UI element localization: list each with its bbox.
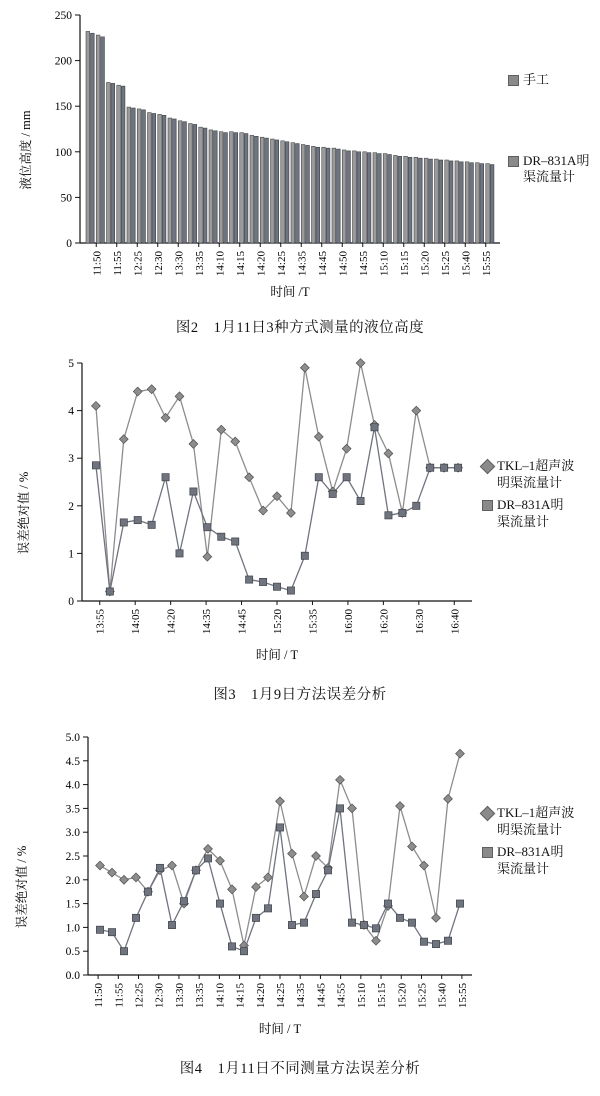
figure-3-series	[92, 359, 463, 596]
figure-2-x-ticks	[91, 243, 493, 276]
figure-4-y-ticks	[66, 732, 88, 982]
svg-text:14:45: 14:45	[316, 251, 329, 277]
legend-item	[508, 153, 600, 186]
svg-text:15:40: 15:40	[436, 983, 449, 1009]
figure-2-caption: 图2 1月11日3种方式测量的液位高度	[175, 320, 425, 336]
figure-3-y-ticks	[68, 358, 82, 608]
svg-text:15:25: 15:25	[439, 251, 452, 277]
figure-4-xlabel: 时间 / T	[258, 1022, 302, 1036]
figure-3-caption: 图3 1月9日方法误差分析	[213, 687, 387, 703]
svg-text:15:55: 15:55	[456, 983, 469, 1009]
svg-text:14:10: 14:10	[214, 251, 227, 277]
figure-2-xlabel: 时间 /T	[270, 285, 310, 299]
svg-text:14:50: 14:50	[337, 251, 350, 277]
figure-2-y-ticks	[55, 10, 80, 250]
svg-text:14:35: 14:35	[201, 609, 214, 635]
svg-text:14:55: 14:55	[357, 251, 370, 277]
svg-text:15:10: 15:10	[378, 251, 391, 277]
legend-label: DR–831A明渠流量计	[523, 152, 590, 185]
figure-3-block	[0, 353, 600, 713]
figure-4-legend	[482, 805, 575, 884]
figure-2-bars	[86, 31, 494, 243]
svg-text:14:45: 14:45	[315, 983, 328, 1009]
svg-text:250: 250	[54, 10, 72, 22]
figure-3-ylabel: 误差绝对值 / %	[17, 471, 31, 555]
svg-text:4: 4	[68, 405, 74, 418]
svg-text:0: 0	[66, 238, 72, 250]
svg-text:13:35: 13:35	[194, 983, 207, 1009]
figure-4-series	[96, 749, 465, 955]
legend-item	[482, 805, 575, 838]
svg-text:11:50: 11:50	[91, 251, 104, 276]
svg-text:4.0: 4.0	[65, 779, 80, 792]
svg-text:14:35: 14:35	[296, 251, 309, 277]
svg-text:16:40: 16:40	[449, 609, 462, 635]
svg-text:14:20: 14:20	[255, 251, 268, 277]
svg-text:0: 0	[68, 596, 74, 608]
svg-text:14:20: 14:20	[165, 609, 178, 635]
svg-text:0.0: 0.0	[65, 970, 80, 982]
svg-text:50: 50	[60, 192, 72, 205]
legend-item	[482, 844, 575, 877]
svg-text:3: 3	[68, 453, 74, 466]
figure-4-x-ticks	[93, 975, 469, 1008]
svg-text:12:30: 12:30	[152, 251, 165, 277]
figure-4-svg	[0, 727, 600, 1047]
svg-text:14:15: 14:15	[234, 983, 247, 1009]
svg-text:5: 5	[68, 358, 74, 370]
svg-text:4.5: 4.5	[65, 755, 80, 768]
legend-item	[482, 497, 575, 530]
svg-text:12:25: 12:25	[133, 983, 146, 1009]
svg-text:1: 1	[68, 548, 74, 561]
svg-text:15:25: 15:25	[416, 983, 429, 1009]
figure-2-block	[0, 0, 600, 335]
svg-text:14:05: 14:05	[130, 609, 143, 635]
svg-text:5.0: 5.0	[65, 732, 80, 744]
svg-text:15:40: 15:40	[460, 251, 473, 277]
figure-3-x-ticks	[95, 601, 462, 634]
svg-text:13:30: 13:30	[173, 251, 186, 277]
figure-3-legend	[482, 458, 575, 537]
svg-text:200: 200	[54, 55, 72, 68]
svg-text:15:35: 15:35	[307, 609, 320, 635]
square-marker-icon	[482, 847, 493, 858]
svg-text:15:55: 15:55	[480, 251, 493, 277]
figure-4-block	[0, 727, 600, 1087]
figure-4-caption: 图4 1月11日不同测量方法误差分析	[179, 1061, 421, 1077]
figure-2-ylabel: 液位高度 / mm	[19, 110, 33, 190]
svg-text:15:15: 15:15	[398, 251, 411, 277]
svg-text:12:30: 12:30	[153, 983, 166, 1009]
svg-text:2: 2	[68, 500, 74, 513]
figure-2-chart	[0, 0, 600, 300]
svg-text:0.5: 0.5	[65, 946, 80, 959]
svg-text:150: 150	[54, 101, 72, 114]
legend-label: DR–831A明渠流量计	[497, 497, 564, 529]
svg-text:14:20: 14:20	[254, 983, 267, 1009]
svg-text:15:15: 15:15	[376, 983, 389, 1009]
svg-text:15:20: 15:20	[272, 609, 284, 635]
legend-item	[508, 72, 600, 89]
legend-label: 手工	[523, 72, 550, 87]
square-marker-icon	[482, 500, 493, 511]
svg-text:16:00: 16:00	[342, 609, 355, 635]
svg-text:13:55: 13:55	[94, 609, 107, 635]
figure-3-xlabel: 时间 / T	[255, 648, 299, 662]
svg-text:1.5: 1.5	[65, 898, 80, 911]
svg-text:3.0: 3.0	[65, 827, 80, 840]
svg-text:13:35: 13:35	[193, 251, 206, 277]
svg-text:16:30: 16:30	[413, 609, 426, 635]
svg-text:14:25: 14:25	[275, 251, 288, 277]
svg-text:14:35: 14:35	[295, 983, 308, 1009]
square-marker-icon	[508, 156, 519, 167]
svg-text:15:20: 15:20	[396, 983, 409, 1009]
figure-3-chart	[0, 353, 600, 673]
svg-text:2.5: 2.5	[65, 851, 80, 863]
svg-text:11:50: 11:50	[93, 983, 106, 1008]
svg-text:13:30: 13:30	[173, 983, 186, 1009]
svg-text:14:45: 14:45	[236, 609, 249, 635]
svg-text:16:20: 16:20	[378, 609, 391, 635]
svg-text:3.5: 3.5	[65, 803, 80, 816]
svg-text:12:25: 12:25	[132, 251, 145, 277]
svg-text:2.0: 2.0	[65, 874, 80, 887]
figure-4-chart	[0, 727, 600, 1047]
svg-text:14:10: 14:10	[214, 983, 227, 1009]
svg-text:14:25: 14:25	[275, 983, 287, 1009]
diamond-marker-icon	[482, 461, 493, 472]
figure-2-legend	[508, 72, 600, 192]
diamond-marker-icon	[482, 808, 493, 819]
figure-4-ylabel: 误差绝对值 / %	[15, 845, 29, 929]
legend-label: DR–831A明渠流量计	[497, 844, 564, 876]
svg-text:1.0: 1.0	[65, 922, 80, 935]
svg-text:11:55: 11:55	[113, 983, 126, 1008]
svg-text:15:20: 15:20	[419, 251, 432, 277]
svg-text:14:55: 14:55	[335, 983, 348, 1009]
svg-text:100: 100	[54, 146, 72, 159]
legend-label: TKL–1超声波明渠流量计	[497, 805, 575, 837]
legend-item	[482, 458, 575, 491]
svg-text:15:10: 15:10	[355, 983, 368, 1009]
svg-text:11:55: 11:55	[111, 251, 124, 276]
square-marker-icon	[508, 75, 519, 86]
svg-text:14:15: 14:15	[234, 251, 247, 277]
legend-label: TKL–1超声波明渠流量计	[497, 458, 575, 490]
